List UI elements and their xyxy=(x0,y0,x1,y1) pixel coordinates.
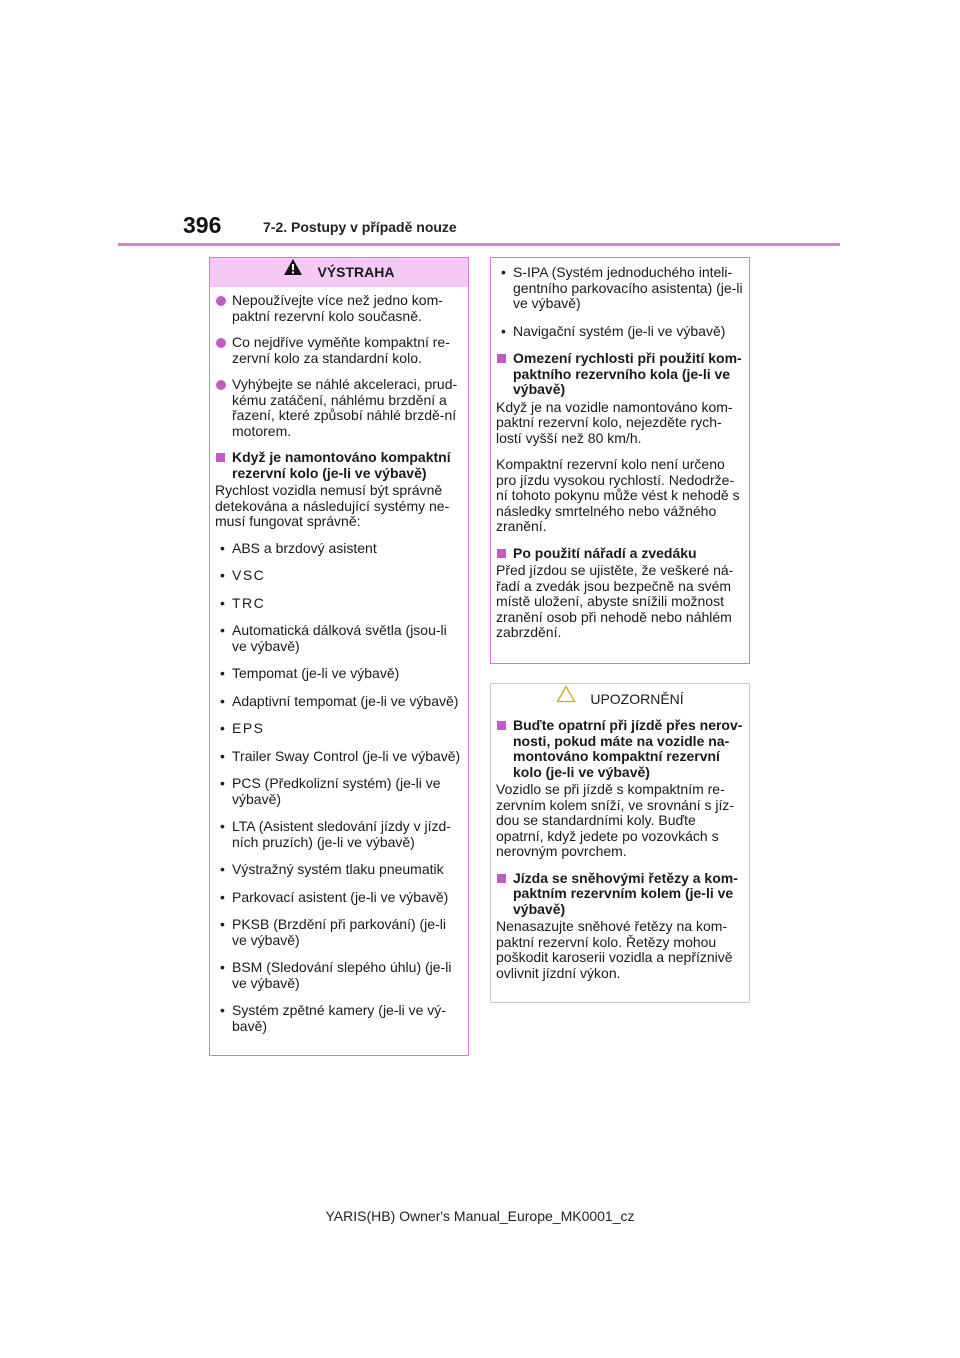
tools-subheading: Po použití nářadí a zvedáku xyxy=(496,546,743,562)
bullet-dot-icon xyxy=(216,296,226,306)
tools-paragraph: Před jízdou se ujistěte, že veškeré ná-řadí a zvedák jsou bezpečně na svém místě uložení, abyste snížili možnost zranění osob při nehodě nebo náhlém zabrzdění. xyxy=(496,562,734,640)
footer-text: YARIS(HB) Owner's Manual_Europe_MK0001_cz xyxy=(325,1208,635,1224)
speed-limit-paragraph: Když je na vozidle namontováno kom-paktní rezervní kolo, nejezděte rych-lostí vyšší než 80 km/h. xyxy=(496,398,733,446)
list-item: • Systém zpětné kamery (je-li ve vý-bavě) xyxy=(220,1002,446,1034)
snow-chains-paragraph: Nenasazujte sněhové řetězy na kom-paktní rezervní kolo. Řetězy mohou poškodit karoserii vozidla a nepříznivě ovlivnit jízdní výkon. xyxy=(496,918,733,981)
page-number: 396 xyxy=(183,212,222,238)
list-item: • ABS a brzdový asistent xyxy=(220,539,377,556)
speed-limit-paragraph-2: Kompaktní rezervní kolo není určeno pro jízdu vysokou rychlostí. Nedodrže-ní tohoto pokynu může vést k nehodě s následky smrtelného nebo vážného zranění. xyxy=(496,456,740,534)
list-item: • Výstražný systém tlaku pneumatik xyxy=(220,861,444,877)
notice-subheading: Buďte opatrní při jízdě přes nerov-nosti, pokud máte na vozidle na-montováno kompaktní rezervní kolo (je-li ve výbavě) xyxy=(496,718,743,780)
notice-paragraph: Vozidlo se při jízdě s kompaktním re-zervním kolem sníží, ve srovnání s jíz-dou se standardními koly. Buďte opatrní, když jedete po vozovkách s nerovným povrchem. xyxy=(496,781,735,859)
list-item: • Trailer Sway Control (je-li ve výbavě) xyxy=(220,747,461,764)
square-bullet-icon xyxy=(497,354,506,363)
list-item: • S-IPA (Systém jednoduchého inteli-gentního parkovacího asistenta) (je-li ve výbavě) xyxy=(501,264,743,311)
bullet-dot-icon xyxy=(216,380,226,390)
list-item: • TRC xyxy=(220,594,266,611)
warning-header xyxy=(210,258,468,287)
square-bullet-icon xyxy=(216,453,225,462)
snow-chains-subheading: Jízda se sněhovými řetězy a kom-paktním rezervním kolem (je-li ve výbavě) xyxy=(496,871,743,918)
list-item: • Adaptivní tempomat (je-li ve výbavě) xyxy=(220,692,459,709)
list-item: • Automatická dálková světla (jsou-li ve výbavě) xyxy=(220,622,447,654)
list-item: • BSM (Sledování slepého úhlu) (je-li ve výbavě) xyxy=(220,959,452,991)
section-title: 7-2. Postupy v případě nouze xyxy=(263,219,457,235)
warning-subheading: Když je namontováno kompaktní rezervní kolo (je-li ve výbavě) xyxy=(215,450,462,481)
list-item: • LTA (Asistent sledování jízdy v jízd-ních pruzích) (je-li ve výbavě) xyxy=(220,818,451,850)
square-bullet-icon xyxy=(497,549,506,558)
warning-bullet: Nepoužívejte více než jedno kom-paktní rezervní kolo současně. xyxy=(215,293,462,324)
list-item: • Tempomat (je-li ve výbavě) xyxy=(220,665,400,681)
speed-limit-subheading: Omezení rychlosti při použití kom-paktního rezervního kola (je-li ve výbavě) xyxy=(496,351,743,398)
notice-title: UPOZORNĚNÍ xyxy=(590,691,684,707)
notice-triangle-icon xyxy=(556,683,576,713)
warning-continued-box xyxy=(490,257,750,664)
warning-bullet: Vyhýbejte se náhlé akceleraci, prud-kému zatáčení, náhlému brzdění a řazení, které způsobí náhlé brzdě-ní motorem. xyxy=(215,377,462,439)
header-rule xyxy=(118,243,840,246)
warning-box xyxy=(209,257,469,1056)
square-bullet-icon xyxy=(497,874,506,883)
warning-triangle-icon xyxy=(283,257,303,286)
warning-bullet: Co nejdříve vyměňte kompaktní re-zervní kolo za standardní kolo. xyxy=(215,335,462,366)
list-item: • Parkovací asistent (je-li ve výbavě) xyxy=(220,888,449,905)
list-item: • PKSB (Brzdění při parkování) (je-li ve výbavě) xyxy=(220,916,446,948)
list-item: • EPS xyxy=(220,720,265,736)
warning-paragraph: Rychlost vozidla nemusí být správně detekována a následující systémy ne-musí fungovat správně: xyxy=(215,482,450,529)
notice-box xyxy=(490,683,750,1003)
list-item: • Navigační systém (je-li ve výbavě) xyxy=(501,322,726,339)
bullet-dot-icon xyxy=(216,338,226,348)
square-bullet-icon xyxy=(497,721,506,730)
list-item: • PCS (Předkolizní systém) (je-li ve výbavě) xyxy=(220,775,441,807)
notice-header xyxy=(491,684,749,714)
warning-title: VÝSTRAHA xyxy=(317,264,395,280)
list-item: • VSC xyxy=(220,567,266,583)
